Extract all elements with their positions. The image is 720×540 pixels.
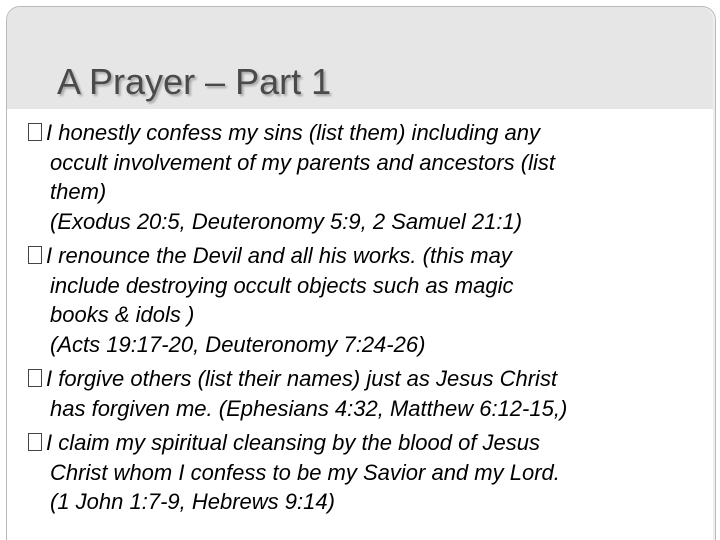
bullet-text: [46, 364, 567, 423]
bullet-line: them): [50, 179, 107, 204]
bullet-line: books & idols ): [50, 302, 195, 327]
bullet-line: I claim my spiritual cleansing by the blood of Jesus: [46, 430, 541, 455]
bullet-item-renounce: [28, 241, 688, 359]
bullet-line: Christ whom I confess to be my Savior and my Lord.: [50, 459, 560, 485]
bullet-box-icon: [28, 369, 42, 387]
bullet-item-confess: [28, 118, 688, 236]
bullet-line: occult involvement of my parents and ancestors (list: [50, 149, 556, 175]
bullet-line: (Exodus 20:5, Deuteronomy 5:9, 2 Samuel 21:1): [50, 208, 523, 234]
bullet-list: [28, 118, 688, 522]
bullet-line: (Acts 19:17-20, Deuteronomy 7:24-26): [50, 331, 426, 357]
bullet-line: I honestly confess my sins (list them) including any: [46, 120, 540, 145]
bullet-text: [46, 118, 555, 236]
bullet-item-forgive: [28, 364, 688, 423]
bullet-line: I forgive others (list their names) just as Jesus Christ: [46, 366, 558, 391]
bullet-text: [46, 241, 513, 359]
bullet-box-icon: [28, 123, 42, 141]
bullet-line: include destroying occult objects such as magic: [50, 272, 514, 298]
bullet-line: (1 John 1:7-9, Hebrews 9:14): [50, 489, 335, 514]
bullet-item-cleansing: [28, 428, 688, 517]
slide-title: A Prayer – Part 1: [57, 61, 332, 102]
bullet-box-icon: [28, 246, 42, 264]
bullet-text: [46, 428, 560, 517]
bullet-line: has forgiven me. (Ephesians 4:32, Matthew 6:12-15,): [50, 395, 568, 421]
bullet-line: I renounce the Devil and all his works. (this may: [46, 243, 512, 268]
bullet-box-icon: [28, 433, 42, 451]
